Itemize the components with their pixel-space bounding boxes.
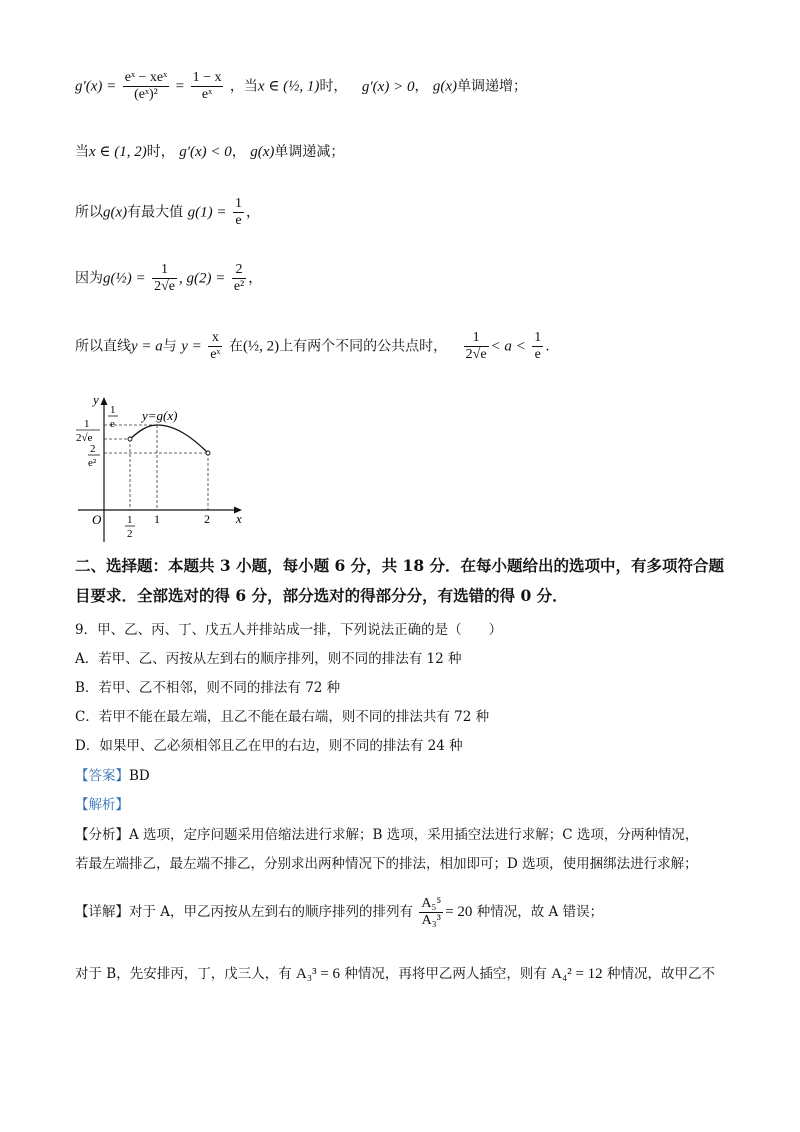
curve-label: y=g(x) [142,408,178,423]
analysis-line-2: 若最左端排乙，最左端不排乙，分别求出两种情况下的排法，相加即可；D 选项，使用捆绑法进行求解； [75,856,698,872]
fraction: $\frac{1}{e}$ [534,330,542,363]
option-b: B．若甲、乙不相邻，则不同的排法有 72 种 [75,680,341,696]
section-heading-line-2: 目要求．全部选对的得 6 分，部分选对的得部分分，有选错的得 0 分． [75,586,568,605]
fraction: $\frac{x}{\text{eˣ}}$ [210,330,221,363]
svg-text:2: 2 [90,443,96,455]
detail-line-b: 对于 B，先安排丙，丁，戊三人，有 A₃³ = 6 种情况，再将甲乙两人插空，则有 A₄² = 12 种情况，故甲乙不 [75,966,715,982]
svg-text:1: 1 [110,404,116,416]
analysis-line-1: 【分析】A 选项，定序问题采用倍缩法进行求解；B 选项，采用插空法进行求解；C 选项，分两种情况， [75,827,699,843]
answer-line [75,764,150,784]
svg-text:e: e [110,418,115,430]
derivation-line-5: 所以直线y = a与 y = $\frac{x}{\text{eˣ}}$ 在(½, 2)上有两个不同的公共点时， $\frac{1}{2√e}$ < a < $\frac{1}{e}$ . [75,330,550,363]
analysis-tag: 【解析】 [75,797,129,813]
analysis-tag-line [75,793,129,813]
derivation-line-4: 因为g(½) = $\frac{1}{2√e}$ , g(2) = $\frac{2}{\text{e²}}$ ， [75,262,263,295]
derivation-line-3: 所以g(x)有最大值 g(1) = $\frac{1}{e}$ ， [75,196,260,229]
derivation-line-2: 当x ∈ (1, 2)时， g′(x) < 0， g(x)单调递减； [75,144,345,160]
option-d: D．如果甲、乙必须相邻且乙在甲的右边，则不同的排法有 24 种 [75,738,463,754]
svg-text:1: 1 [84,418,90,430]
open-endpoint-right [206,451,210,455]
svg-text:1: 1 [154,512,160,526]
option-a: A．若甲、乙、丙按从左到右的顺序排列，则不同的排法有 12 种 [75,651,462,667]
curve-g [130,425,208,453]
y-axis-arrow [101,397,108,405]
open-endpoint-left [128,437,132,441]
fraction: $\frac{2}{\text{e²}}$ [233,262,245,295]
fraction: $\frac{1}{e}$ [234,196,242,229]
fraction: $\frac{\text{A₅⁵}}{\text{A₃³}}$ [421,896,442,929]
section-heading-line-1: 二、选择题：本题共 3 小题，每小题 6 分，共 18 分．在每小题给出的选项中，有多项符合题 [75,556,725,575]
fraction: $\frac{\text{eˣ − xeˣ}}{\text{(eˣ)²}}$ [124,70,168,103]
fraction: $\frac{1}{2√e}$ [154,262,175,295]
function-graph [70,392,270,552]
option-c: C．若甲不能在最左端，且乙不能在最右端，则不同的排法共有 72 种 [75,709,490,725]
answer-tag: 【答案】 [75,768,129,784]
x-axis-label: x [236,511,242,526]
gprime-expr: g′(x) = [75,78,117,95]
answer-value: BD [129,768,150,784]
svg-text:1: 1 [127,514,133,526]
svg-text:2: 2 [204,512,210,526]
y-axis-label: y [93,392,99,407]
detail-line-a: 【详解】对于 A，甲乙丙按从左到右的顺序排列的排列有 $\frac{\text{A₅⁵}}{\text{A₃³}}$ = 20 种情况，故 A 错误； [75,896,604,929]
question-stem: 9．甲、乙、丙、丁、戊五人并排站成一排，下列说法正确的是（ ） [75,622,503,638]
origin-label: O [92,512,102,527]
derivation-line-1: g′(x) = $\frac{\text{eˣ − xeˣ}}{\text{(eˣ)²}}$ = $\frac{1 - x}{\text{eˣ}}$ ，当x ∈ (½, 1)时， g′(x) > 0， g(x)单调递增； [75,70,528,103]
fraction: $\frac{1}{2√e}$ [465,330,487,363]
svg-text:e²: e² [88,457,97,469]
svg-text:2√e: 2√e [76,432,93,444]
fraction: $\frac{1 - x}{\text{eˣ}}$ [192,70,222,103]
svg-text:2: 2 [127,528,133,540]
